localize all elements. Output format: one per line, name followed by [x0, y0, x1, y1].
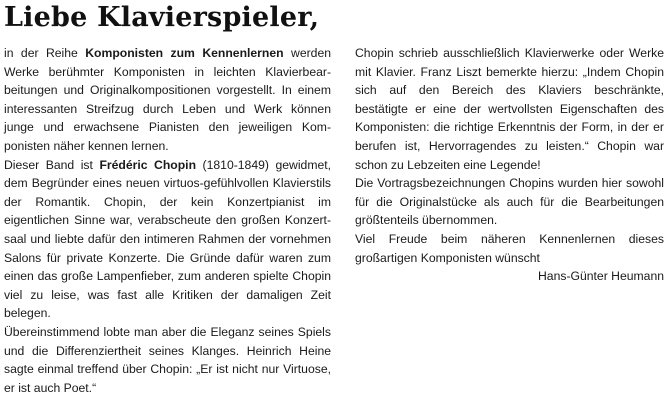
dedication-text-start: Dieser Band ist — [4, 157, 100, 172]
series-name: Komponisten zum Kennenlernen — [85, 46, 284, 60]
letter-heading: Liebe Klavierspieler, — [4, 2, 320, 33]
dedication-paragraph — [4, 156, 331, 323]
right-column — [355, 44, 664, 286]
heine-quote-paragraph: Übereinstimmend lobte man aber die Eleganz seines Spiels und die Differenziertheit seines Klanges. Heinrich Heine sagte einmal treffend über Chopin: „Er ist nicht nur Virtuose, er ist auch Poet.“ — [4, 324, 331, 395]
closing-paragraph: Viel Freude beim näheren Kennenlernen dieses großartigen Komponisten wünscht — [355, 231, 664, 265]
intro-text-end: werden Werke berühmter Komponisten in leichten Klavierbearbeitungen und Originalkompositionen vorgestellt. In einem interessanten Streifzug durch Leben und Werk können junge und erwachsene Pianisten den jeweiligen Komponisten näher kennen lernen. — [4, 46, 331, 153]
dedication-text-end: (1810-1849) gewidmet, dem Begründer eines neuen virtuos-gefühlvollen Klavierstils der Romantik. Chopin, der kein Konzertpianist im eigentlichen Sinne war, verabscheute den großen Konzertsaal und liebte dafür den intimeren Rahmen der vornehmen Salons für private Konzerte. Die Gründe dafür waren zum einen das große Lampenfieber, zum anderen spielte Chopin viel zu leise, was fast alle Kritiken der damaligen Zeit belegen. — [4, 157, 332, 321]
composer-name: Frédéric Chopin — [99, 157, 197, 172]
intro-paragraph — [4, 44, 331, 156]
intro-text-start: in der Reihe — [4, 46, 86, 60]
liszt-quote-paragraph: Chopin schrieb ausschließlich Klavierwerke oder Werke mit Klavier. Franz Liszt bemerkte hierzu: „Indem Chopin sich auf den Bereich des Klaviers beschränkte, bestätigte er eine der wertvollsten Eigenschaften des Komponisten: die richtige Erkenntnis der Form, in der er berufen ist, Hervorragendes zu leisten.“ Chopin war schon zu Lebzeiten eine Legende! — [355, 46, 664, 172]
left-column — [4, 44, 331, 397]
signature: Hans-Günter Heumann — [538, 269, 664, 284]
performance-markings-paragraph: Die Vortragsbezeichnungen Chopins wurden hier sowohl für die Originalstücke als auch für die Bearbeitungen größtenteils übernommen. — [355, 176, 664, 228]
